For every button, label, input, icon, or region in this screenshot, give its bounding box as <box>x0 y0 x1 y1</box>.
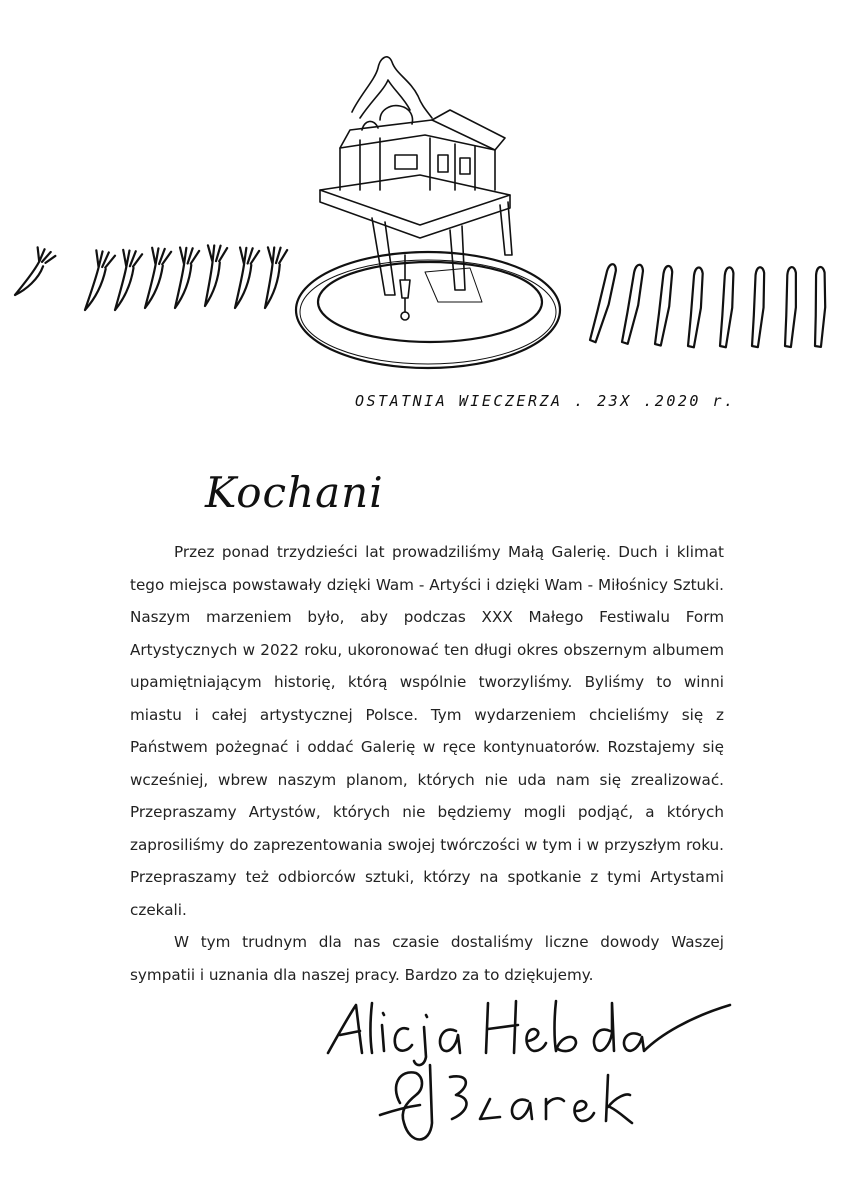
signature-drawing <box>320 995 740 1175</box>
drawing-caption: OSTATNIA WIECZERZA . 23X .2020 r. <box>355 392 736 410</box>
last-supper-illustration <box>0 40 849 380</box>
letter-body <box>130 536 724 991</box>
letter-greeting: Kochani <box>205 468 384 517</box>
knives-icon <box>581 263 834 347</box>
letter-paragraph: W tym trudnym dla nas czasie dostaliśmy liczne dowody Waszej sympatii i uznania dla naszej pracy. Bardzo za to dziękujemy. <box>130 933 724 984</box>
plate-icon <box>296 252 560 368</box>
plate-forks-knives-drawing <box>0 40 849 380</box>
letter-paragraph: Przez ponad trzydzieści lat prowadziliśmy Małą Galerię. Duch i klimat tego miejsca powstawały dzięki Wam - Artyści i dzięki Wam - Miłośnicy Sztuki. Naszym marzeniem było, aby podczas XXX Małego Festiwalu Form Artystycznych w 2022 roku, ukoronować ten długi okres obszernym albumem upamiętniającym historię, którą wspólnie tworzyliśmy. Byliśmy to winni miastu i całej artystycznej Polsce. Tym wydarzeniem chcieliśmy się z Państwem pożegnać i oddać Galerię w ręce kontynuatorów. Rozstajemy się wcześniej, wbrew naszym planom, których nie uda nam się zrealizować. Przepraszamy Artystów, których nie będziemy mogli podjąć, a których zaprosiliśmy do zaprezentowania swojej twórczości w tym i w przyszłym roku. Przepraszamy też odbiorców sztuki, którzy na spotkanie z tymi Artystami czekali. <box>130 543 724 919</box>
handwritten-signature <box>320 995 740 1175</box>
house-on-table-icon <box>320 57 512 320</box>
forks-icon <box>1 242 289 312</box>
